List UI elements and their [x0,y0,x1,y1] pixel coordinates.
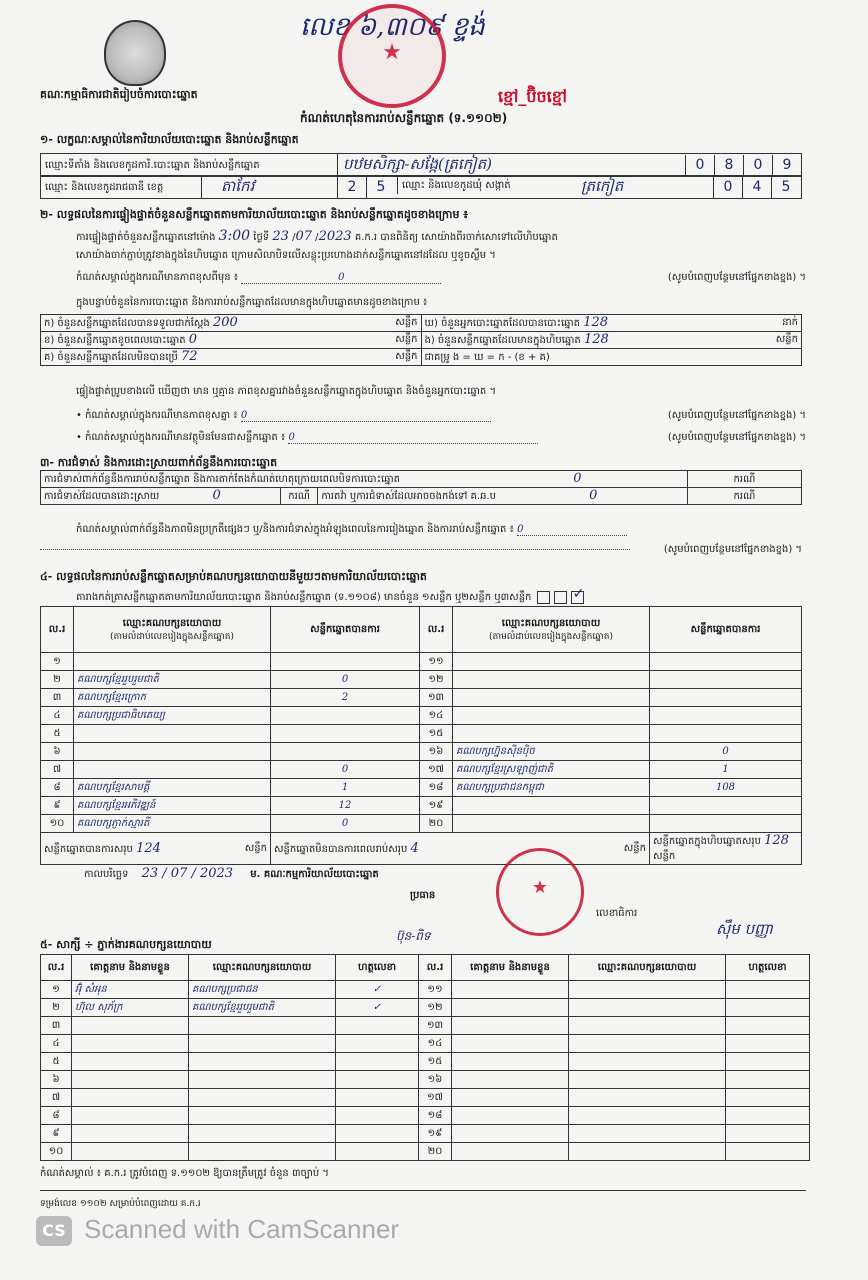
witness-row: ៣ ១៣ [41,1017,810,1035]
date-line: កាលបរិច្ឆេទ 23 / 07 / 2023 ម. គណៈកម្មការិយាល័យបោះឆ្នោត [84,866,379,881]
commune-value: ត្រកៀត [581,177,624,195]
section1-row2 [40,175,802,199]
results-row: ៣ គណបក្សខ្មែរក្រោក 2 ១៣ [41,689,802,707]
objections-table: ការជំទាស់ពាក់ព័ន្ធនឹងការរាប់សន្លឹកឆ្នោត និងការតាក់តែងកំណត់ហេតុក្រោយពេលបិទការបោះឆ្នោត 0 ករណី ការជំទាស់ដែលបានដោះស្រាយ 0 ករណី ការតវ៉ា ឬការជំទាស់ដែលអាចចងកង់ទៅ គ.ឆ.ប 0 ករណី [40,470,802,505]
date-value: 23 / 07 / 2023 [141,866,234,881]
total-valid: 124 [136,840,161,856]
president-signature: ប៊ុន-ពិទ [396,929,431,943]
witness-row: ៧ ១៧ [41,1089,810,1107]
site-code: 0 8 0 9 [685,154,801,176]
emblem-logo [104,20,166,86]
section5-title: ៥- សាក្សី ÷ ភ្នាក់ងារគណបក្សនយោបាយ [40,938,212,951]
irregularity-note: (សូមបំពេញបន្ថែមនៅផ្នែកខាងខ្នង) ។ [663,544,802,555]
witness-row: ៦ ១៦ [41,1071,810,1089]
results-row: ៤ គណបក្សប្រជាធិបតេយ្យ ១៤ [41,707,802,725]
verification-line4: ក្នុងបន្ទាប់ចំនួននៃការបោះឆ្នោត និងការរាប់សន្លឹកឆ្នោតដែលមានក្នុងហិបឆ្នោតមានដូចខាងក្រោម ៖ [76,297,428,308]
results-row: ៨ គណបក្សខ្មែរសាមគ្គី 1 ១៨ គណបក្សប្រជាជនកម្ពុជា 108 [41,779,802,797]
witness-row: ១០ ២០ [41,1143,810,1161]
committee-stamp: ★ [496,848,584,936]
irregularity-line: កំណត់សម្គាល់ពាក់ព័ន្ធនឹងភាពមិនប្រក្រតីផ្សេងៗ ឬ/និងការជំទាស់ក្នុងអំឡុងពេលនៃការរៀងឆ្នោត និងការរាប់សន្លឹកឆ្នោត ៖ 0 [76,522,806,537]
secretary-label: លេខាធិការ [596,908,638,919]
section4-subline: តារាងកត់ត្រាសន្លឹកឆ្នោតតាមការិយាល័យបោះឆ្នោត និងរាប់សន្លឹកឆ្នោត (ទ.១១០៨) មានចំនួន ១សន្លឹក ឬ២សន្លឹក ឬ៣សន្លឹក ✓ [76,585,585,603]
top-handwriting: លេខ ៦,៣០៩ ខ្ទង់ [300,12,485,42]
site-value: បឋមសិក្សា-សង្កែ(ត្រកៀត) [343,155,492,173]
discrepancy-note: • កំណត់សម្គាល់ក្នុងករណីមានភាពខុសគ្នា ៖ 0 (សូមបំពេញបន្ថែមនៅផ្នែកខាងខ្នង) ។ [76,410,806,421]
section2-title: ២- លទ្ធផលនៃការផ្ទៀងផ្ទាត់ចំនួនសន្លឹកឆ្នោតតាមការិយាល័យបោះឆ្នោត និងរាប់សន្លឹកឆ្នោតដូចខាងក្រោម ៖ [40,208,469,221]
results-row: ១ ១១ [41,653,802,671]
section4-title: ៤- លទ្ធផលនៃការរាប់សន្លឹកឆ្នោតសម្រាប់គណបក្សនយោបាយនីមួយៗតាមការិយាល័យបោះឆ្នោត [40,570,427,583]
secretary-signature: ស៊ឹម បញ្ញា [716,920,773,938]
time-value: 3:00 [218,228,251,244]
witness-row: ២ ហ៊ុល សុភ័ក្រ គណបក្សខ្មែររួបរួមជាតិ ✓ ១២ [41,999,810,1017]
red-header-note: ខ្មៅ_ប៊ិចខ្មៅ [498,87,567,106]
commune-label: ឈ្មោះ និងលេខកូដឃុំ សង្កាត់ [397,176,511,194]
site-label: ឈ្មោះទីតាំង និងលេខកូដការិ.បោះឆ្នោត និងរាប់សន្លឹកឆ្នោត [45,160,260,171]
results-totals-row: សន្លឹកឆ្នោតបានការសរុប 124 សន្លឹក សន្លឹកឆ្នោតមិនបានការពេលរាប់សរុប 4 សន្លឹក សន្លឹកឆ្នោតក្នុងហិបឆ្នោតសរុប 128 សន្លឹក [41,833,802,865]
verification-line2: សោយ៉ាងចាក់ភ្ជាប់ត្រូវខាងក្នុងនៃហិបឆ្នោត ក្រោមសិលាបិទលើសន្លុះប្រហោងដាក់សន្លឹកឆ្នោតនៅដដែល ឬខូចស្លឹម ។ [76,250,496,261]
section3-title: ៣- ការជំទាស់ និងការដោះស្រាយពាក់ព័ន្ធនឹងការបោះឆ្នោត [40,456,278,469]
verification-line1: ការផ្ទៀងផ្ទាត់ចំនួនសន្លឹកឆ្នោតនៅម៉ោង 3:00 ថ្ងៃទី 23 /07 /2023 គ.ក.រ បានពិនិត្យ សោយ៉ាងពីរចាក់សោទៅលើហិបឆ្នោត [76,228,558,244]
discrepancy-line: ផ្ទៀងផ្ទាត់ប្រូបខាងលើ ឃើញថា មាន ឬគ្មាន ភាពខុសគ្នារវាងចំនួនសន្លឹកឆ្នោតក្នុងហិបឆ្នោត និងចំនួនអ្នកបោះឆ្នោត ។ [76,386,497,397]
watermark-text: Scanned with CamScanner [84,1214,400,1244]
province-code: 2 5 [337,176,395,198]
results-table: ល.រ ឈ្មោះគណបក្សនយោបាយ (តាមលំដាប់លេខរៀងក្នុងសន្លឹកឆ្នោត) សន្លឹកឆ្នោតបានការ ល.រ ឈ្មោះគណបក្សនយោបាយ (តាមលំដាប់លេខរៀងក្នុងសន្លឹកឆ្នោត) សន្លឹកឆ្នោតបានការ ១ ១១ ២ គណបក្សខ្មែររួបរួមជាតិ 0 ១២ ៣ គណបក្សខ្មែរក្រោក 2 ១៣ ៤ គណបក្សប្រជាធិបតេយ្យ ១៤ ៥ ១៥ ៦ ១៦ គណបក្សហ្វ៊ុនស៊ិនប៉ិច 0 ៧ 0 ១៧ គណបក្សខ្មែរស្រឡាញ់ជាតិ 1 ៨ គណបក្សខ្មែរសាមគ្គី 1 ១៨ គណបក្សប្រជាជនកម្ពុជា 108 ៩ គណបក្សខ្មែរអភិវឌ្ឍន៍ 12 ១៩ ១០ គណបក្សភ្ញាក់ស្មារតី 0 ២០ សន្លឹកឆ្នោតបានការសរុប 124 សន្លឹក សន្លឹកឆ្នោតមិនបានការពេលរាប់សរុប 4 សន្លឹក សន្លឹកឆ្នោតក្នុងហិបឆ្នោតសរុប 128 សន្លឹក [40,606,802,865]
form-footer: ទម្រង់លេខ ១១០២ សម្រាប់បំពេញដោយ គ.ក.រ [40,1199,201,1209]
results-row: ៩ គណបក្សខ្មែរអភិវឌ្ឍន៍ 12 ១៩ [41,797,802,815]
section1-title: ១- លក្ខណៈសម្គាល់នៃការិយាល័យបោះឆ្នោត និងរាប់សន្លឹកឆ្នោត [40,133,299,146]
camscanner-logo: CS [36,1216,72,1246]
witness-row: ៤ ១៤ [41,1035,810,1053]
results-row: ១០ គណបក្សភ្ញាក់ស្មារតី 0 ២០ [41,815,802,833]
official-stamp: ★ [338,4,446,108]
president-label: ប្រធាន [410,890,436,901]
footnote: កំណត់សម្គាល់ ៖ គ.ក.រ ត្រូវបំពេញ ទ.១១០២ ឱ្យបានត្រឹមត្រូវ ចំនួន ៣ច្បាប់ ។ [40,1168,329,1179]
counts-row-b: ខ) ចំនួនសន្លឹកឆ្នោតខូចពេលបោះឆ្នោត 0 សន្លឹក ង) ចំនួនសន្លឹកឆ្នោតដែលមានក្នុងហិបឆ្នោត 128 សន្លឹក [41,332,802,349]
counts-table [40,314,802,366]
witness-row: ៥ ១៥ [41,1053,810,1071]
witness-row: ១ អ៊ុំ សំអុន គណបក្សប្រជាជន ✓ ១១ [41,981,810,999]
results-row: ៧ 0 ១៧ គណបក្សខ្មែរស្រឡាញ់ជាតិ 1 [41,761,802,779]
province-value: តាកែវ [221,177,255,195]
foreign-object-note: • កំណត់សម្គាល់ក្នុងករណីមានវត្ថុមិនមែនជាសន្លឹកឆ្នោត ៖ 0 (សូមបំពេញបន្ថែមនៅផ្នែកខាងខ្នង) ។ [76,432,806,443]
province-label: ឈ្មោះ និងលេខកូដរាជធានី ខេត្ត [45,182,164,193]
total-in-box: 128 [764,833,789,848]
commune-code: 0 4 5 [713,176,800,198]
witness-row: ៨ ១៨ [41,1107,810,1125]
committee-label: គណៈកម្មាធិការជាតិរៀបចំការបោះឆ្នោត [40,88,198,101]
verification-line3: កំណត់សម្គាល់ក្នុងករណីមានភាពខុសពីមុន ៖ 0 (សូមបំពេញបន្ថែមនៅផ្នែកខាងខ្នង) ។ [76,272,806,283]
witness-row: ៩ ១៩ [41,1125,810,1143]
total-invalid: 4 [410,840,419,856]
results-row: ៥ ១៥ [41,725,802,743]
section1-row1 [40,153,802,177]
counts-row-c: គ) ចំនួនសន្លឹកឆ្នោតដែលមិនបានប្រើ 72 សន្លឹក ជាគម្រូ ង = ឃ = ក - (ខ + គ) [41,349,802,366]
witness-table: ល.រ គោត្តនាម និងនាមខ្លួន ឈ្មោះគណបក្សនយោបាយ ហត្ថលេខា ល.រ គោត្តនាម និងនាមខ្លួន ឈ្មោះគណបក្សនយោបាយ ហត្ថលេខា ១ អ៊ុំ សំអុន គណបក្សប្រជាជន ✓ ១១ ២ ហ៊ុល សុភ័ក្រ គណបក្សខ្មែររួបរួមជាតិ ✓ ១២ ៣ ១៣ ៤ ១៤ ៥ ១៥ ៦ ១៦ ៧ ១៧ ៨ ១៨ ៩ ១៩ ១០ ២០ [40,954,810,1161]
counts-row-a: ក) ចំនួនសន្លឹកឆ្នោតដែលបានទទួលជាក់ស្តែង 200 សន្លឹក ឃ) ចំនួនអ្នកបោះឆ្នោតដែលបានបោះឆ្នោត 128 នាក់ [41,315,802,332]
results-row: ២ គណបក្សខ្មែររួបរួមជាតិ 0 ១២ [41,671,802,689]
results-row: ៦ ១៦ គណបក្សហ្វ៊ុនស៊ិនប៉ិច 0 [41,743,802,761]
document-title: កំណត់ហេតុនៃការរាប់សន្លឹកឆ្នោត (ទ.១១០២) [300,111,508,125]
